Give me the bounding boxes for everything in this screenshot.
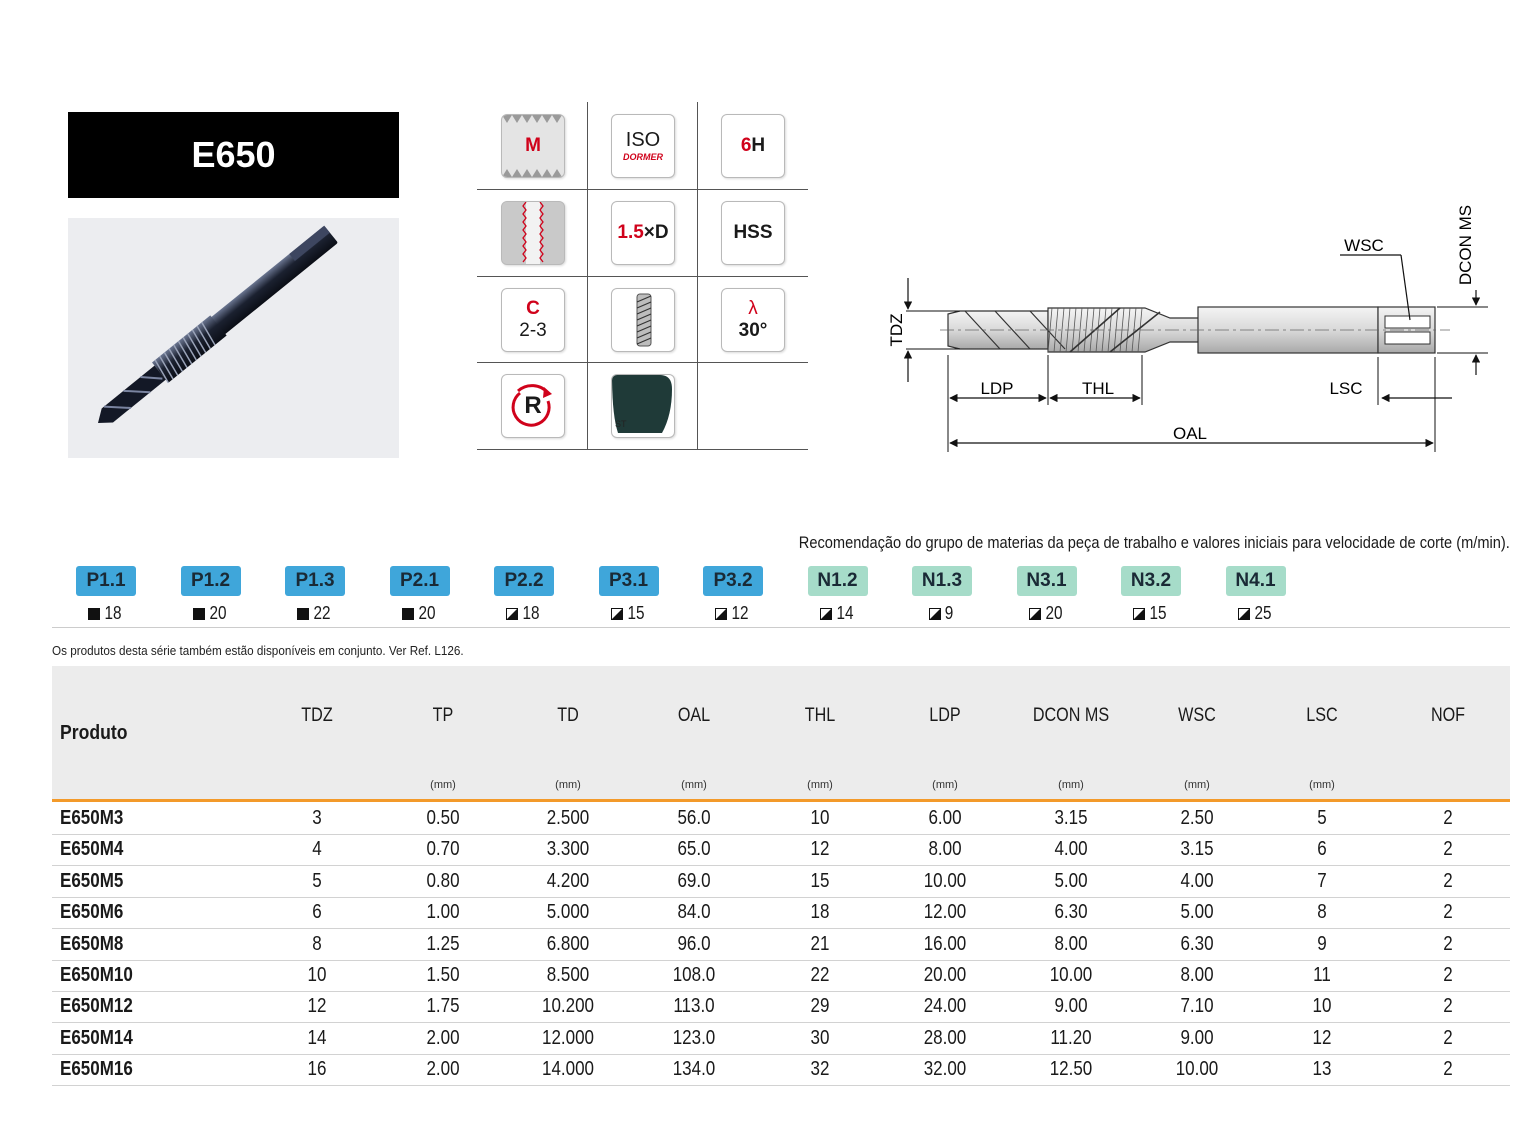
table-row [52, 991, 1510, 1023]
feature-icon-grid [477, 102, 808, 450]
product-code: E650M16 [60, 1058, 133, 1081]
cutting-speed-value [66, 603, 146, 624]
half-square-icon [506, 608, 518, 620]
thread-type-label: M [525, 135, 541, 156]
cell-wsc: 8.00 [1180, 964, 1214, 986]
cell-dcon-ms: 10.00 [1049, 964, 1093, 986]
half-square-icon [1238, 608, 1250, 620]
metric-thread-icon [501, 114, 565, 178]
cell-td: 10.200 [541, 995, 594, 1018]
cell-oal: 113.0 [673, 995, 715, 1018]
cell-tdz: 8 [312, 932, 322, 955]
material-badge-P1-2: P1.2 [181, 566, 241, 596]
cell-wsc: 6.30 [1180, 932, 1214, 955]
cell-td: 5.000 [546, 901, 590, 924]
cell-tdz: 4 [312, 838, 322, 861]
speed-number: 18 [104, 603, 123, 623]
product-code: E650M5 [60, 869, 124, 892]
cell-oal: 108.0 [672, 964, 716, 986]
cutting-speed-value [380, 603, 460, 624]
cell-oal: 134.0 [672, 1058, 716, 1081]
column-unit: (mm) [1184, 779, 1210, 791]
cell-ldp: 10.00 [923, 869, 967, 892]
cell-thl: 12 [810, 838, 830, 861]
cell-tp: 1.50 [426, 964, 460, 986]
cell-dcon-ms: 5.00 [1054, 869, 1088, 892]
divider [52, 627, 1510, 628]
material-badge-P3-1: P3.1 [599, 566, 659, 596]
cell-td: 8.500 [546, 964, 590, 986]
cell-nof: 2 [1443, 901, 1453, 924]
cell-ldp: 24.00 [923, 995, 967, 1018]
cell-tp: 2.00 [426, 1058, 460, 1081]
cell-tdz: 5 [312, 869, 322, 892]
cell-tdz: 12 [307, 995, 327, 1018]
through-hole-icon [501, 201, 565, 265]
material-label: HSS [733, 222, 773, 243]
cell-dcon-ms: 3.15 [1054, 807, 1088, 829]
cell-td: 14.000 [541, 1058, 594, 1081]
material-icon [721, 201, 785, 265]
half-square-icon [715, 608, 727, 620]
cell-dcon-ms: 4.00 [1054, 838, 1088, 861]
cell-nof: 2 [1443, 932, 1453, 955]
tolerance-icon [721, 114, 785, 178]
cell-td: 12.000 [541, 1026, 594, 1049]
column-unit: (mm) [430, 779, 456, 791]
tool-dimension-diagram [870, 190, 1490, 460]
column-unit: (mm) [1309, 779, 1335, 791]
cell-td: 4.200 [546, 869, 590, 892]
label-wsc: WSC [1344, 236, 1384, 255]
rotation-letter: R [524, 392, 542, 419]
iso-standard-icon [611, 114, 675, 178]
column-header-nof: NOF [1430, 705, 1466, 726]
solid-square-icon [88, 608, 100, 620]
helix-angle: 30° [738, 320, 768, 341]
cell-thl: 21 [810, 932, 830, 955]
half-square-icon [1029, 608, 1041, 620]
table-row [52, 834, 1510, 866]
cutting-speed-value [798, 603, 878, 624]
cell-dcon-ms: 12.50 [1049, 1058, 1093, 1081]
cutting-speed-value [902, 603, 982, 624]
cell-nof: 2 [1443, 838, 1453, 861]
column-header-tp: TP [432, 705, 454, 726]
cell-tp: 1.25 [426, 932, 460, 955]
speed-number: 22 [313, 603, 332, 623]
cutting-speed-value [1216, 603, 1296, 624]
cutting-speed-value [171, 603, 251, 624]
cutting-speed-value [1111, 603, 1191, 624]
half-square-icon [820, 608, 832, 620]
cell-tdz: 16 [307, 1058, 327, 1081]
column-unit: (mm) [1058, 779, 1084, 791]
steam-coating-icon [611, 374, 675, 438]
cell-oal: 123.0 [672, 1026, 716, 1049]
cell-wsc: 10.00 [1175, 1058, 1219, 1081]
depth-suffix: ×D [643, 222, 669, 243]
cell-tdz: 3 [312, 807, 322, 829]
half-square-icon [929, 608, 941, 620]
material-badge-N3-1: N3.1 [1017, 566, 1077, 596]
table-row [52, 929, 1510, 961]
cell-tp: 1.00 [426, 901, 460, 924]
column-header-ldp: LDP [929, 705, 961, 726]
solid-square-icon [402, 608, 414, 620]
material-badge-N3-2: N3.2 [1121, 566, 1181, 596]
cell-tdz: 14 [307, 1026, 327, 1049]
material-badge-N1-3: N1.3 [912, 566, 972, 596]
cell-wsc: 5.00 [1180, 901, 1214, 924]
material-badge-P3-2: P3.2 [703, 566, 763, 596]
label-dcon: DCON MS [1456, 204, 1475, 286]
cell-oal: 96.0 [677, 932, 711, 955]
cell-lsc: 10 [1312, 995, 1332, 1018]
cutting-speed-value [275, 603, 355, 624]
chamfer-icon [501, 288, 565, 352]
column-header-wsc: WSC [1178, 705, 1216, 726]
cell-ldp: 20.00 [923, 964, 967, 986]
cell-ldp: 28.00 [923, 1026, 967, 1049]
speed-number: 25 [1254, 603, 1272, 623]
cell-wsc: 4.00 [1180, 869, 1214, 892]
speed-number: 15 [1149, 603, 1168, 623]
column-header-produto: Produto [60, 722, 128, 744]
material-recommendation-text: Recomendação do grupo de materias da peça de trabalho e valores iniciais para velocidade de corte (m/min). [798, 533, 1510, 552]
tolerance-number: 6 [740, 135, 752, 156]
speed-number: 12 [731, 603, 750, 623]
cell-ldp: 32.00 [923, 1058, 967, 1081]
cell-ldp: 6.00 [928, 807, 962, 829]
cell-tdz: 10 [307, 964, 327, 986]
cell-nof: 2 [1443, 995, 1453, 1018]
product-code: E650M3 [60, 807, 124, 829]
material-badge-N4-1: N4.1 [1226, 566, 1286, 596]
iso-label: ISO [625, 129, 661, 151]
speed-number: 20 [418, 603, 436, 623]
cell-tp: 1.75 [426, 995, 460, 1018]
header-underline [52, 799, 1510, 802]
cell-lsc: 6 [1317, 838, 1327, 861]
material-badge-P2-2: P2.2 [494, 566, 554, 596]
depth-icon [611, 201, 675, 265]
cell-nof: 2 [1443, 964, 1453, 986]
column-unit: (mm) [807, 779, 833, 791]
cell-lsc: 11 [1313, 964, 1331, 986]
cell-thl: 10 [810, 807, 830, 829]
speed-number: 9 [945, 603, 954, 623]
label-tdz: TDZ [887, 313, 906, 347]
chamfer-range: 2-3 [519, 320, 547, 341]
page-title: E650 [68, 112, 399, 198]
cell-lsc: 9 [1317, 932, 1327, 955]
cell-ldp: 8.00 [928, 838, 962, 861]
speed-number: 14 [836, 603, 854, 623]
cutting-speed-value [1007, 603, 1087, 624]
cell-nof: 2 [1443, 869, 1453, 892]
cell-thl: 30 [810, 1026, 830, 1049]
solid-square-icon [297, 608, 309, 620]
chamfer-letter: C [526, 298, 540, 319]
helix-angle-icon [721, 288, 785, 352]
availability-note: Os produtos desta série também estão disponíveis em conjunto. Ver Ref. L126. [52, 643, 464, 658]
dormer-logo: DORMER [623, 152, 663, 162]
cell-ldp: 16.00 [923, 932, 967, 955]
solid-square-icon [193, 608, 205, 620]
product-code: E650M14 [60, 1026, 133, 1049]
depth-number: 1.5 [617, 222, 644, 243]
coating-label: ST [615, 419, 627, 429]
cell-wsc: 9.00 [1180, 1026, 1214, 1049]
product-code: E650M8 [60, 932, 124, 955]
cell-dcon-ms: 8.00 [1054, 932, 1088, 955]
spiral-flute-icon [611, 288, 675, 352]
cell-thl: 15 [810, 869, 830, 892]
cell-tdz: 6 [312, 901, 322, 924]
cell-lsc: 13 [1312, 1058, 1332, 1081]
column-header-thl: THL [804, 705, 836, 726]
cell-lsc: 7 [1317, 869, 1327, 892]
cell-td: 6.800 [546, 932, 590, 955]
cell-thl: 18 [810, 901, 830, 924]
label-ldp: LDP [980, 379, 1014, 398]
column-header-lsc: LSC [1306, 705, 1338, 726]
column-unit: (mm) [932, 779, 958, 791]
material-badge-P1-1: P1.1 [76, 566, 136, 596]
cell-thl: 29 [810, 995, 830, 1018]
cell-dcon-ms: 9.00 [1054, 995, 1088, 1018]
product-code: E650M12 [60, 995, 133, 1018]
speed-number: 20 [209, 603, 227, 623]
product-code: E650M10 [60, 964, 133, 986]
cell-tp: 0.70 [426, 838, 460, 861]
cell-lsc: 12 [1312, 1026, 1332, 1049]
cell-oal: 65.0 [677, 838, 711, 861]
label-oal: OAL [1172, 424, 1208, 443]
tolerance-letter: H [751, 135, 766, 156]
cell-dcon-ms: 6.30 [1054, 901, 1088, 924]
speed-number: 20 [1045, 603, 1063, 623]
table-row [52, 1023, 1510, 1055]
label-lsc: LSC [1329, 379, 1363, 398]
column-unit: (mm) [681, 779, 707, 791]
table-row [52, 1054, 1510, 1086]
cell-thl: 32 [810, 1058, 830, 1081]
half-square-icon [1133, 608, 1145, 620]
cell-thl: 22 [810, 964, 830, 986]
cell-lsc: 8 [1317, 901, 1327, 924]
material-badge-P1-3: P1.3 [285, 566, 345, 596]
label-thl: THL [1081, 379, 1115, 398]
material-badge-P2-1: P2.1 [390, 566, 450, 596]
cell-lsc: 5 [1317, 807, 1327, 829]
cell-nof: 2 [1443, 1026, 1453, 1049]
cell-tp: 2.00 [426, 1026, 460, 1049]
cutting-speed-value [693, 603, 773, 624]
column-unit: (mm) [555, 779, 581, 791]
cell-oal: 84.0 [677, 901, 711, 924]
speed-number: 15 [627, 603, 645, 623]
table-row [52, 866, 1510, 898]
column-header-tdz: TDZ [301, 705, 333, 726]
cell-oal: 69.0 [677, 869, 711, 892]
cell-nof: 2 [1443, 1058, 1453, 1081]
cell-nof: 2 [1443, 807, 1453, 829]
cell-tp: 0.50 [426, 807, 460, 829]
cutting-speed-value [484, 603, 564, 624]
table-row [52, 960, 1510, 992]
right-hand-rotation-icon [501, 374, 565, 438]
column-header-dcon-ms: DCON MS [1032, 705, 1110, 726]
cell-ldp: 12.00 [923, 901, 967, 924]
column-header-td: TD [557, 705, 579, 726]
cell-tp: 0.80 [426, 869, 460, 892]
lambda-symbol: λ [748, 298, 758, 319]
cell-dcon-ms: 11.20 [1050, 1026, 1092, 1049]
cell-td: 2.500 [546, 807, 590, 829]
column-header-oal: OAL [677, 705, 711, 726]
product-photo [68, 218, 399, 458]
cell-wsc: 7.10 [1180, 995, 1214, 1018]
cell-td: 3.300 [546, 838, 590, 861]
cutting-speed-value [589, 603, 669, 624]
product-code: E650M4 [60, 838, 124, 861]
table-row [52, 897, 1510, 929]
cell-wsc: 2.50 [1180, 807, 1214, 829]
product-code: E650M6 [60, 901, 124, 924]
cell-oal: 56.0 [677, 807, 711, 829]
half-square-icon [611, 608, 623, 620]
speed-number: 18 [522, 603, 541, 623]
material-badge-N1-2: N1.2 [808, 566, 868, 596]
table-row [52, 803, 1510, 835]
cell-wsc: 3.15 [1180, 838, 1214, 861]
